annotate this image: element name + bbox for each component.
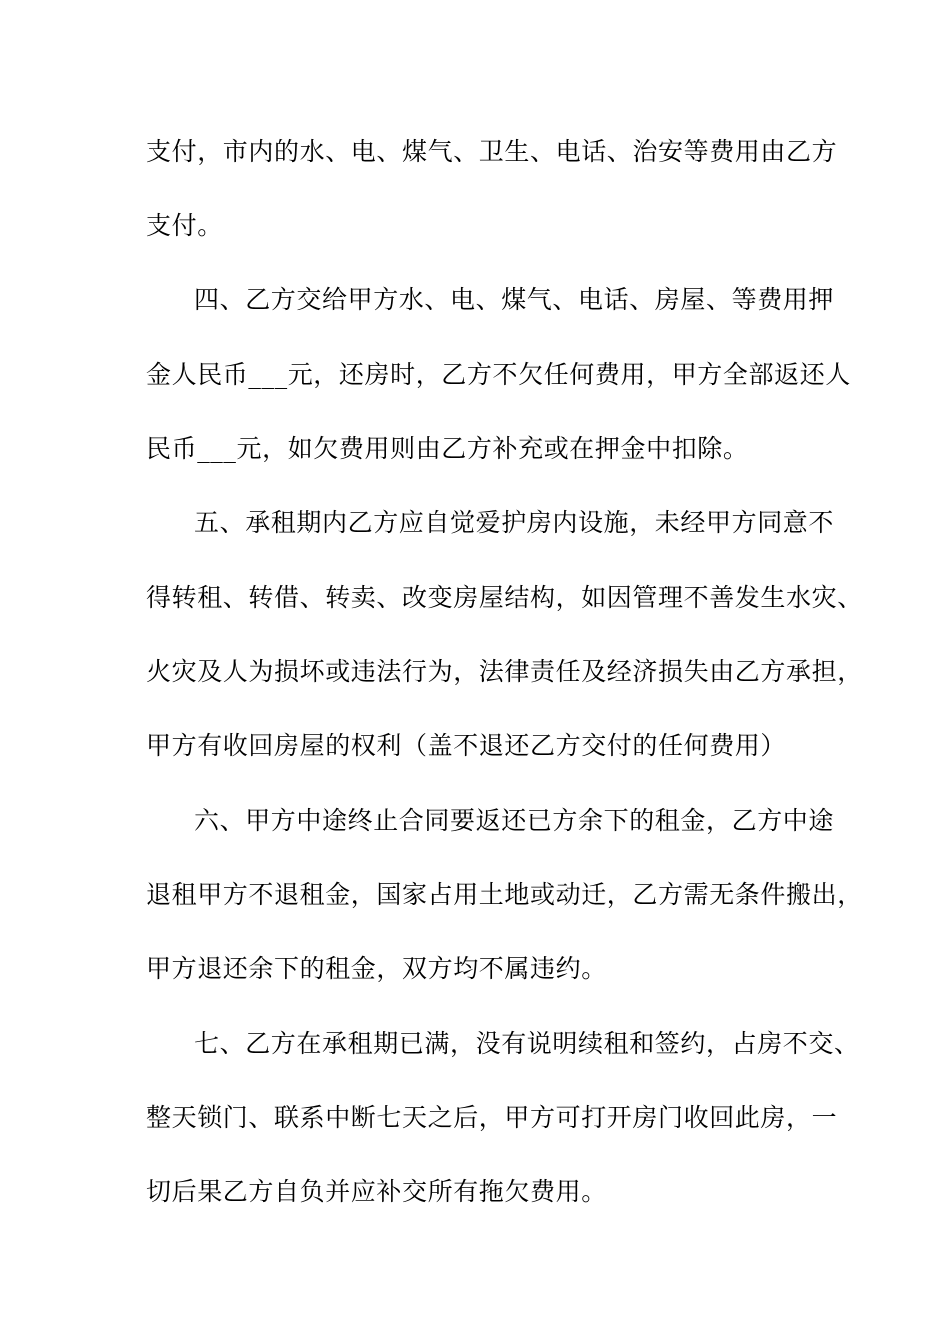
text-line: 整天锁门、联系中断七天之后，甲方可打开房门收回此房，一 (146, 1103, 838, 1132)
clause-four-start: 四、乙方交给甲方水、电、煤气、电话、房屋、等费用押 (194, 285, 835, 314)
text-line: 切后果乙方自负并应补交所有拖欠费用。 (146, 1177, 607, 1206)
text-line: 支付。 (146, 211, 223, 240)
text-line: 支付，市内的水、电、煤气、卫生、电话、治安等费用由乙方 (146, 137, 838, 166)
text-line: 火灾及人为损坏或违法行为，法律责任及经济损失由乙方承担， (146, 657, 863, 686)
text-line: 得转租、转借、转卖、改变房屋结构，如因管理不善发生水灾、 (146, 583, 863, 612)
clause-six-start: 六、甲方中途终止合同要返还已方余下的租金，乙方中途 (194, 806, 835, 835)
text-line: 甲方有收回房屋的权利（盖不退还乙方交付的任何费用） (146, 731, 787, 760)
text-line: 民币___元，如欠费用则由乙方补充或在押金中扣除。 (146, 434, 749, 463)
text-line: 金人民币___元，还房时，乙方不欠任何费用，甲方全部返还人 (146, 360, 851, 389)
clause-five-start: 五、承租期内乙方应自觉爱护房内设施，未经甲方同意不 (194, 508, 835, 537)
clause-seven-start: 七、乙方在承租期已满，没有说明续租和签约，占房不交、 (194, 1029, 860, 1058)
text-line: 退租甲方不退租金，国家占用土地或动迁，乙方需无条件搬出， (146, 880, 863, 909)
text-line: 甲方退还余下的租金，双方均不属违约。 (146, 954, 607, 983)
